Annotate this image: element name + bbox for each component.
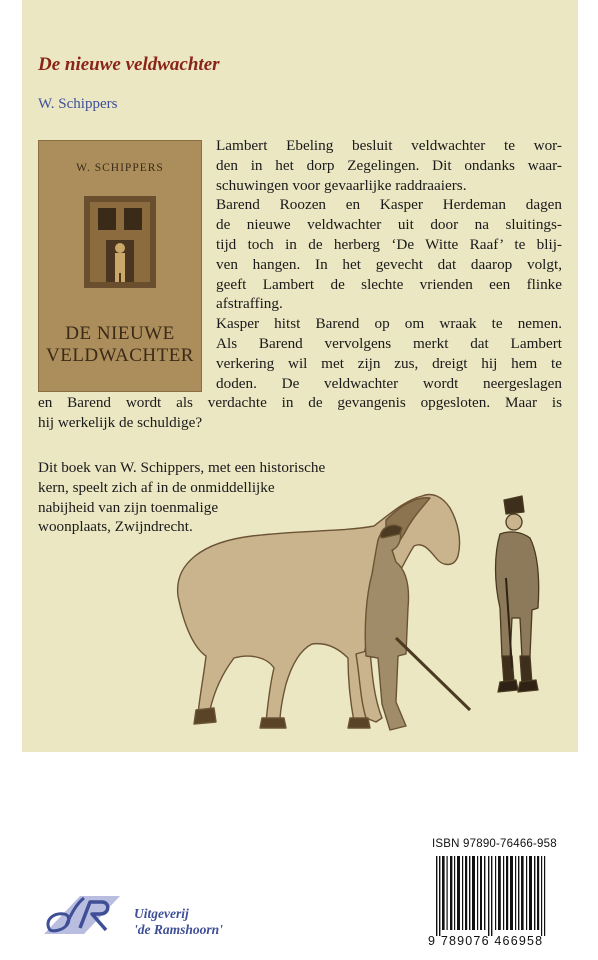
isbn-label: ISBN 97890-76466-958 xyxy=(432,838,557,850)
book-cover-author: W. SCHIPPERS xyxy=(76,162,164,174)
book-title: De nieuwe veldwachter xyxy=(38,54,220,75)
blurb-paragraph-1-continued xyxy=(38,393,562,433)
blurb-line: Kasper hitst Barend op om wraak te nemen. xyxy=(216,315,562,333)
blurb-line: schuwingen voor gevaarlijke raddraaiers. xyxy=(216,176,467,194)
book-cover-title-line-1: DE NIEUWE xyxy=(65,323,175,344)
book-author: W. Schippers xyxy=(38,96,118,112)
horse-and-policeman-illustration xyxy=(160,478,560,746)
blurb-line: nabijheid van zijn toenmalige xyxy=(38,498,219,516)
blurb-line: hij werkelijk de schuldige? xyxy=(38,413,203,431)
blurb-line: ven hangen. In het gevecht dat daarop volgt, xyxy=(216,255,562,273)
blurb-line: tijd toch in de herberg ‘De Witte Raaf’ te blij- xyxy=(216,235,562,253)
publisher-name-line-1: Uitgeverij xyxy=(134,906,189,921)
blurb-line: afstraffing. xyxy=(216,295,283,313)
blurb-line: woonplaats, Zwijndrecht. xyxy=(38,518,193,536)
book-cover-title-line-2: VELDWACHTER xyxy=(46,345,194,366)
blurb-line: Lambert Ebeling besluit veldwachter te wor- xyxy=(216,137,562,154)
blurb-line: verkering wil met zijn zus, dreigt hij hem te xyxy=(216,354,562,372)
blurb-line: geeft Lambert de slechte vrienden een flinke xyxy=(216,275,562,293)
barcode-number: 9 789076 466958 xyxy=(428,934,544,948)
barcode-bars xyxy=(428,856,560,936)
publisher-name-line-2: 'de Ramshoorn' xyxy=(134,922,223,937)
blurb-line: Dit boek van W. Schippers, met een historische xyxy=(38,459,326,476)
blurb-line: Barend Roozen en Kasper Herdeman dagen xyxy=(216,196,562,214)
barcode xyxy=(424,838,562,954)
blurb-line: den in het dorp Zegelingen. Dit ondanks waar- xyxy=(216,156,562,174)
blurb-line: Als Barend vervolgens merkt dat Lambert xyxy=(216,334,562,352)
blurb-line: de nieuwe veldwachter uit door na sluitings- xyxy=(216,216,562,234)
book-cover-illustration xyxy=(84,196,156,288)
blurb-line: kern, speelt zich af in de onmiddellijke xyxy=(38,478,275,496)
blurb-line: doden. De veldwachter wordt neergeslagen xyxy=(216,374,562,392)
publisher-name xyxy=(134,906,223,938)
blurb-line: en Barend wordt als verdachte in de gevangenis opgesloten. Maar is xyxy=(38,394,562,411)
blurb-paragraph-1 xyxy=(216,136,562,393)
publisher-logo xyxy=(40,890,124,940)
book-cover-image xyxy=(38,140,202,392)
book-cover-title xyxy=(38,323,202,367)
